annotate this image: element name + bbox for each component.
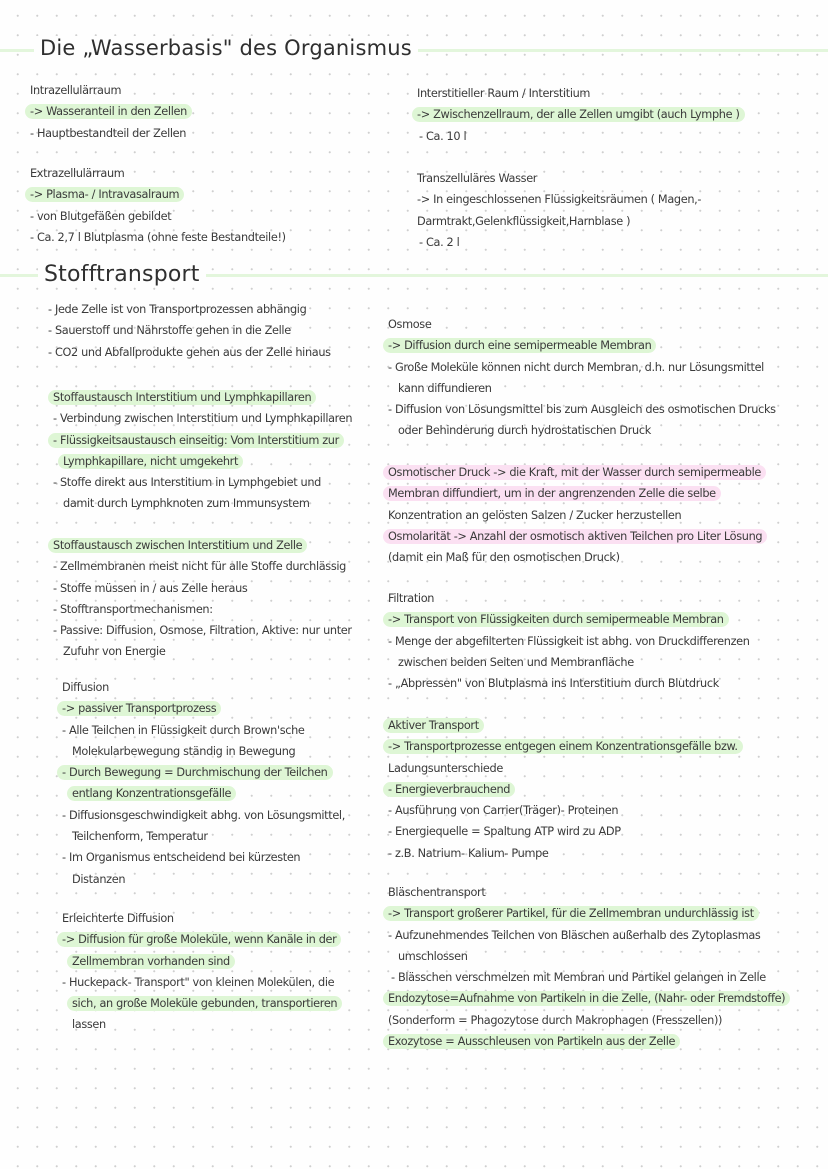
note-line: -> In eingeschlossenen Flüssigkeitsräumen ( Magen,-: [417, 193, 702, 207]
note-line: - z.B. Natrium- Kalium- Pumpe: [388, 846, 549, 860]
note-line: - Sauerstoff und Nährstoffe gehen in die Zelle: [48, 324, 291, 338]
note-line: Membran diffundiert, um in der angrenzenden Zelle die selbe: [383, 486, 721, 501]
blaeschentransport-heading: Bläschentransport: [388, 886, 486, 899]
note-line: -> Transport von Flüssigkeiten durch semipermeable Membran: [383, 612, 729, 627]
note-line: - Stoffe müssen in / aus Zelle heraus: [53, 581, 248, 595]
note-line: - Energieverbrauchend: [383, 782, 515, 797]
interstitium-heading: Interstitieller Raum / Interstitium: [417, 87, 591, 100]
note-line: - Diffusion von Lösungsmittel bis zum Ausgleich des osmotischen Drucks: [388, 403, 776, 417]
note-line: - Große Moleküle können nicht durch Membran, d.h. nur Lösungsmittel: [388, 360, 764, 374]
note-line: - Huckepack- Transport" von kleinen Molekülen, die: [62, 975, 335, 989]
austausch-lymph-heading: Stoffaustausch Interstitium und Lymphkapillaren: [48, 390, 316, 405]
austausch-lymph-block: [53, 387, 352, 515]
note-line: Lymphkapillare, nicht umgekehrt: [58, 454, 243, 469]
note-line: - Energiequelle = Spaltung ATP wird zu ADP: [388, 825, 621, 839]
note-line: Distanzen: [72, 872, 126, 886]
note-line: - Durch Bewegung = Durchmischung der Teilchen: [57, 765, 333, 780]
note-line: - Hauptbestandteil der Zellen: [30, 126, 187, 140]
note-line: -> Diffusion für große Moleküle, wenn Kanäle in der: [57, 932, 341, 947]
erleichterte-diffusion-heading: Erleichterte Diffusion: [62, 912, 174, 925]
filtration-heading: Filtration: [388, 592, 435, 605]
note-line: zwischen beiden Seiten und Membranfläche: [398, 655, 634, 669]
section-title-stofftransport: Stofftransport: [38, 262, 206, 287]
austausch-zelle-block: [53, 535, 352, 663]
note-line: Molekularbewegung ständig in Bewegung: [72, 744, 296, 758]
note-line: -> Diffusion durch eine semipermeable Membran: [383, 338, 656, 353]
note-line: - Stofftransportmechanismen:: [53, 602, 213, 616]
note-line: -> passiver Transportprozess: [57, 701, 221, 716]
note-line: -> Wasseranteil in den Zellen: [25, 104, 192, 119]
note-line: Konzentration an gelösten Salzen / Zucker herzustellen: [388, 508, 682, 522]
note-line: -> Plasma- / Intravasalraum: [25, 187, 184, 202]
note-line: - Ca. 10 l: [419, 129, 467, 143]
note-line: - Im Organismus entscheidend bei kürzesten: [62, 851, 301, 865]
osmose-block: [388, 314, 776, 442]
filtration-block: [388, 588, 750, 694]
intrazellulaer-heading: Intrazellulärraum: [30, 84, 122, 97]
note-line: Endozytose=Aufnahme von Partikeln in die Zelle, (Nahr- oder Fremdstoffe): [383, 991, 790, 1006]
note-line: Teilchenform, Temperatur: [72, 830, 208, 844]
aktiver-transport-heading: Aktiver Transport: [383, 718, 484, 733]
note-line: - Flüssigkeitsaustausch einseitig: Vom Interstitium zur: [48, 433, 344, 448]
note-line: - Verbindung zwischen Interstitium und Lymphkapillaren: [53, 412, 353, 426]
note-line: (damit ein Maß für den osmotischen Druck): [388, 551, 620, 565]
blaeschentransport-block: [388, 882, 790, 1052]
osmotischer-druck-block: [388, 462, 767, 568]
note-line: umschlossen: [398, 949, 468, 963]
note-line: lassen: [72, 1018, 106, 1032]
note-line: - „Abpressen" von Blutplasma ins Interstitium durch Blutdruck: [388, 677, 719, 691]
note-line: -> Zwischenzellraum, der alle Zellen umgibt (auch Lymphe ): [412, 107, 745, 122]
note-line: - Ca. 2,7 l Blutplasma (ohne feste Bestandteile!): [30, 230, 286, 244]
note-line: - Aufzunehmendes Teilchen von Bläschen außerhalb des Zytoplasmas: [388, 928, 761, 942]
note-line: Osmolarität -> Anzahl der osmotisch aktiven Teilchen pro Liter Lösung: [383, 529, 767, 544]
intrazellulaer-block: [30, 80, 192, 144]
note-line: Zufuhr von Energie: [63, 645, 166, 659]
transzellulaer-heading: Transzelluläres Wasser: [417, 172, 538, 185]
note-line: - Ca. 2 l: [419, 235, 460, 249]
note-line: - CO2 und Abfallprodukte gehen aus der Zelle hinaus: [48, 345, 331, 359]
note-line: oder Behinderung durch hydrostatischen Druck: [398, 424, 651, 438]
note-line: - Alle Teilchen in Flüssigkeit durch Brown'sche: [62, 723, 305, 737]
note-line: - Passive: Diffusion, Osmose, Filtration, Aktive: nur unter: [53, 624, 352, 638]
extrazellulaer-block: [30, 163, 286, 248]
note-line: (Sonderform = Phagozytose durch Makrophagen (Fresszellen)): [388, 1013, 723, 1027]
austausch-zelle-heading: Stoffaustausch zwischen Interstitium und Zelle: [48, 538, 307, 553]
extrazellulaer-heading: Extrazellulärraum: [30, 167, 125, 180]
note-line: sich, an große Moleküle gebunden, transportieren: [67, 996, 342, 1011]
osmose-heading: Osmose: [388, 318, 432, 331]
erleichterte-diffusion-block: [62, 908, 342, 1036]
note-line: -> Transport großerer Partikel, für die Zellmembran undurchlässig ist: [383, 906, 759, 921]
note-line: - Blässchen verschmelzen mit Membran und Partikel gelangen in Zelle: [391, 971, 766, 985]
note-line: entlang Konzentrationsgefälle: [67, 786, 236, 801]
note-line: Darmtrakt,Gelenkflüssigkeit,Harnblase ): [417, 214, 631, 228]
note-line: - Menge der abgefilterten Flüssigkeit ist abhg. von Druckdifferenzen: [388, 634, 750, 648]
interstitium-block: [417, 83, 745, 147]
note-line: - Ausführung von Carrier(Träger)- Proteinen: [388, 804, 619, 818]
note-line: - Zellmembranen meist nicht für alle Stoffe durchlässig: [53, 560, 346, 574]
note-line: Zellmembran vorhanden sind: [67, 954, 235, 969]
note-line: damit durch Lymphknoten zum Immunsystem: [63, 497, 310, 511]
note-line: - Stoffe direkt aus Interstitium in Lymphgebiet und: [53, 476, 321, 490]
transzellulaer-block: [417, 168, 701, 253]
diffusion-block: [62, 677, 345, 890]
note-line: - Jede Zelle ist von Transportprozessen abhängig: [48, 303, 307, 316]
note-line: kann diffundieren: [398, 381, 492, 395]
page-title: Die „Wasserbasis" des Organismus: [34, 36, 418, 60]
note-line: -> Transportprozesse entgegen einem Konzentrationsgefälle bzw.: [383, 739, 743, 754]
note-line: Osmotischer Druck -> die Kraft, mit der Wasser durch semipermeable: [383, 465, 766, 480]
stofftransport-intro: [48, 299, 331, 363]
note-line: - von Blutgefäßen gebildet: [30, 209, 172, 223]
note-line: Exozytose = Ausschleusen von Partikeln aus der Zelle: [383, 1034, 680, 1049]
note-line: Ladungsunterschiede: [388, 761, 503, 775]
note-line: - Diffusionsgeschwindigkeit abhg. von Lösungsmittel,: [62, 808, 345, 822]
aktiver-transport-block: [388, 715, 743, 864]
diffusion-heading: Diffusion: [62, 681, 109, 694]
